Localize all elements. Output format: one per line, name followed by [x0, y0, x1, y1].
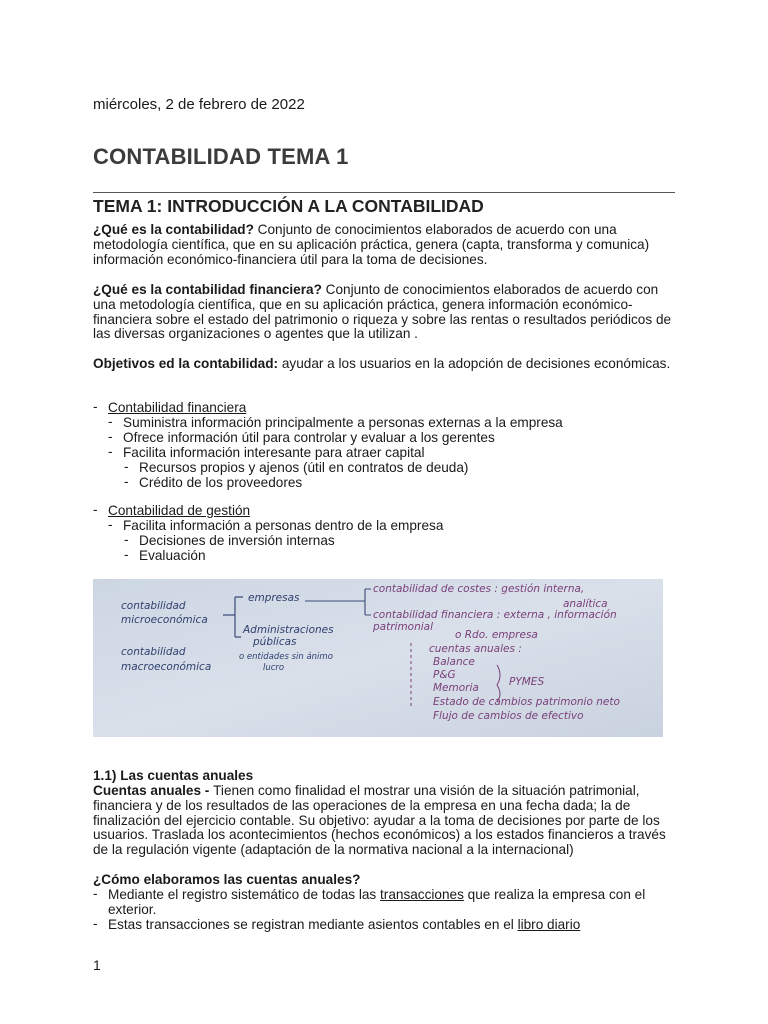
- bullet-dash: -: [124, 459, 129, 474]
- text-segment: Mediante el registro sistemático de todas las: [108, 887, 381, 902]
- bullet-dash: -: [93, 916, 98, 931]
- list-heading: Contabilidad de gestión: [108, 503, 251, 518]
- section-title: TEMA 1: INTRODUCCIÓN A LA CONTABILIDAD: [93, 196, 484, 216]
- text-segment: que realiza la empresa con el: [463, 887, 646, 902]
- hw-text: cuentas anuales :: [429, 643, 522, 655]
- definition-text: ayudar a los usuarios en la adopción de decisiones económicas.: [278, 356, 671, 371]
- hw-text: o Rdo. empresa: [455, 629, 538, 641]
- bullet-dash: -: [124, 532, 129, 547]
- hw-text: contabilidad de costes : gestión interna,: [373, 583, 585, 595]
- hw-text: Flujo de cambios de efectivo: [433, 710, 584, 722]
- bullet-dash: -: [93, 886, 98, 901]
- underlined-term: libro diario: [517, 917, 581, 932]
- list-item: Facilita información interesante para atraer capital: [123, 445, 425, 460]
- list-heading: Contabilidad financiera: [108, 400, 247, 415]
- handwritten-diagram: [93, 579, 663, 737]
- hw-text: contabilidad: [121, 646, 186, 658]
- hw-text: Administraciones: [243, 624, 334, 636]
- definition-text: Tienen como finalidad el mostrar una visión de la situación patrimonial, financiera y de los resultados de las operaciones de la empresa en una fecha dada; la de finalización del ejercicio contable. Su objetivo: ayudar a la toma de decisiones por parte de los usuarios. Traslada los acontecimientos (hechos económicos) a los estados financieros a través de la regulación vigente (adaptación de la normativa nacional a la internacional): [93, 783, 666, 858]
- hw-text: P&G: [433, 669, 456, 681]
- hw-text: empresas: [248, 592, 300, 604]
- document-title: CONTABILIDAD TEMA 1: [93, 144, 349, 169]
- list-item: Facilita información a personas dentro de la empresa: [123, 518, 444, 533]
- list-item: Ofrece información útil para controlar y evaluar a los gerentes: [123, 430, 495, 445]
- definition-term: Objetivos ed la contabilidad:: [93, 356, 279, 371]
- list-item: Suministra información principalmente a personas externas a la empresa: [123, 415, 563, 430]
- definition-contabilidad: [93, 223, 678, 267]
- subsection-heading: 1.1) Las cuentas anuales: [93, 768, 254, 783]
- list-subitem: Decisiones de inversión internas: [139, 533, 335, 548]
- hw-text: analítica: [563, 598, 608, 610]
- question-heading: ¿Cómo elaboramos las cuentas anuales?: [93, 872, 361, 887]
- bullet-dash: -: [124, 474, 129, 489]
- hw-text: PYMES: [509, 676, 545, 688]
- text-segment: Estas transacciones se registran mediante asientos contables en el: [108, 917, 518, 932]
- definition-text: Conjunto de conocimientos elaborados de acuerdo con una metodología científica, que en su aplicación práctica, genera información económico-financiera sobre el estado del patrimonio o riqueza y sobre las rentas o resultados periódicos de las diversas organizaciones o agentes que la utilizan .: [93, 282, 672, 342]
- list-item-continuation: exterior.: [108, 902, 157, 917]
- bullet-dash: -: [108, 414, 113, 429]
- document-date: miércoles, 2 de febrero de 2022: [93, 96, 305, 113]
- hw-text: patrimonial: [373, 621, 434, 633]
- hw-text: Estado de cambios patrimonio neto: [433, 696, 620, 708]
- hw-text: Balance: [433, 656, 475, 668]
- hw-text: lucro: [263, 663, 285, 673]
- bullet-dash: -: [108, 517, 113, 532]
- definition-text: Conjunto de conocimientos elaborados de acuerdo con una metodología científica, que en su aplicación práctica, genera (capta, transforma y comunica) información económico-financiera útil para la toma de decisiones.: [93, 222, 650, 267]
- list-subitem: Evaluación: [139, 548, 206, 563]
- hw-text: públicas: [253, 636, 297, 648]
- hw-text: o entidades sin ánimo: [239, 652, 333, 662]
- hw-text: contabilidad: [121, 600, 186, 612]
- page-number: 1: [93, 957, 101, 973]
- hw-text: microeconómica: [121, 614, 208, 626]
- definition-term: Cuentas anuales -: [93, 783, 214, 798]
- bullet-dash: -: [108, 429, 113, 444]
- list-subitem: Recursos propios y ajenos (útil en contratos de deuda): [139, 460, 469, 475]
- hw-text: Memoria: [433, 682, 479, 694]
- list-subitem: Crédito de los proveedores: [139, 475, 303, 490]
- definition-contabilidad-financiera: [93, 283, 678, 342]
- underlined-term: transacciones: [380, 887, 464, 902]
- list-item: [108, 888, 645, 903]
- cuentas-paragraph: [93, 784, 678, 858]
- objetivos-paragraph: [93, 357, 678, 372]
- bullet-dash: -: [124, 547, 129, 562]
- hw-text: contabilidad financiera : externa , información: [373, 609, 617, 621]
- hw-text: macroeconómica: [121, 661, 212, 673]
- handwritten-notes-photo: [93, 579, 663, 737]
- list-item: [108, 918, 580, 933]
- definition-term: ¿Qué es la contabilidad?: [93, 222, 254, 237]
- bullet-dash: -: [93, 399, 98, 414]
- definition-term: ¿Qué es la contabilidad financiera?: [93, 282, 322, 297]
- bullet-dash: -: [108, 444, 113, 459]
- title-divider: [93, 192, 675, 193]
- bullet-dash: -: [93, 502, 98, 517]
